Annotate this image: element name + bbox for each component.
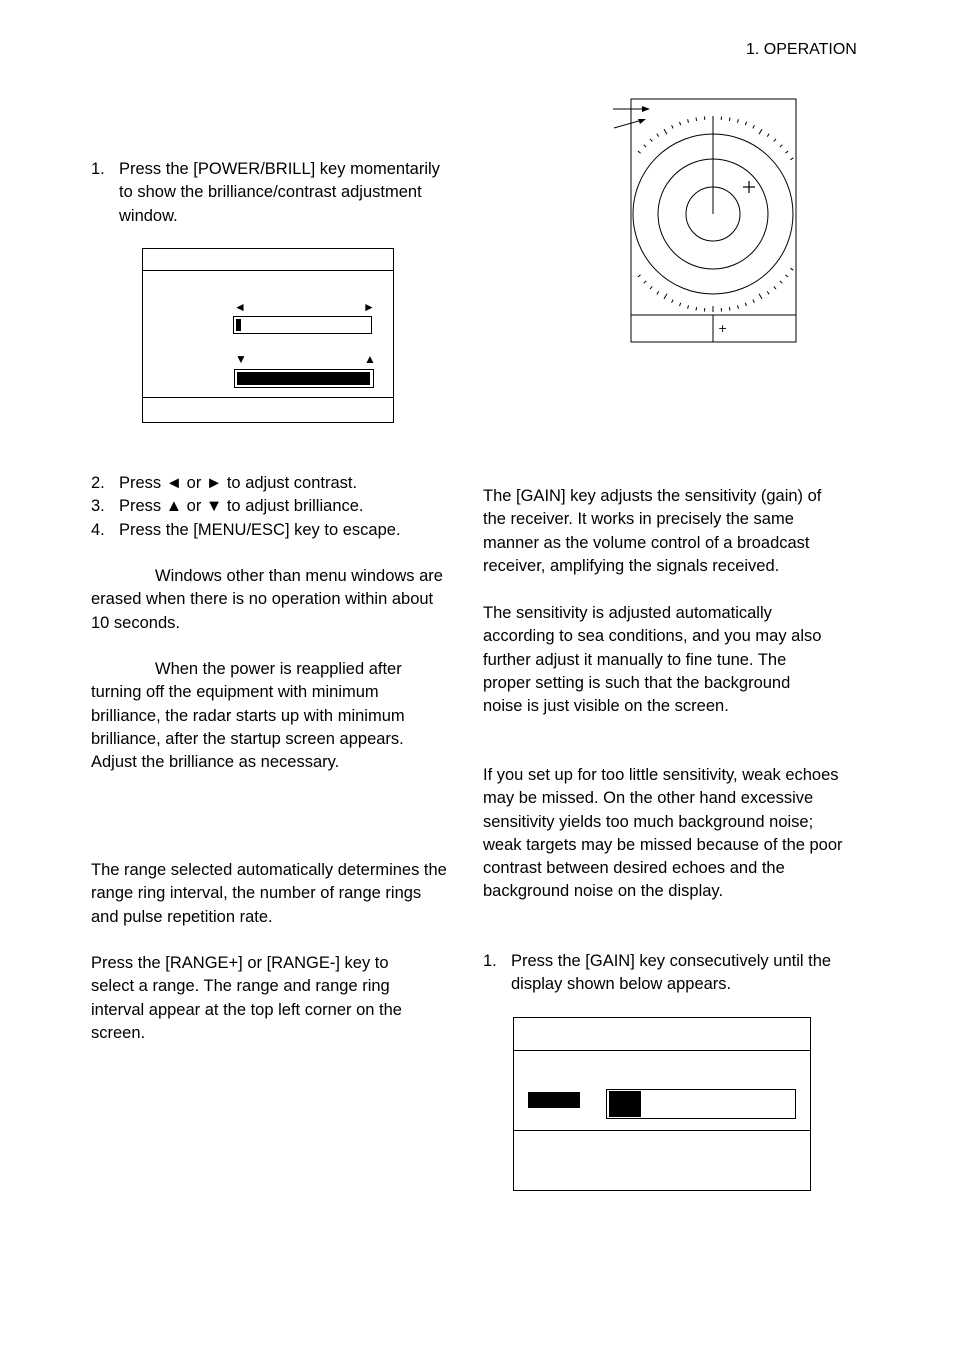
bearing-tick [790,158,793,160]
brilliance-step-2 [91,472,451,495]
gain-bar-fill [609,1091,641,1117]
brilliance-step-3 [91,495,451,518]
step-text: Press ▲ or ▼ to adjust brilliance. [119,497,364,516]
step-number: 1. [91,160,105,178]
bearing-tick [657,134,659,137]
bearing-tick [759,294,762,299]
bearing-tick [644,281,647,284]
bearing-scale [638,116,793,312]
cursor-cross-icon [743,181,755,193]
section-header: 1. OPERATION [746,41,857,58]
brilliance-step-4 [91,519,451,542]
note-text: When the power is reapplied after turning off the equipment with minimum brilliance, the radar starts up with minimum brilliance, after the startup screen appears. Adjust the brilliance as necessary. [91,660,405,772]
step-text: Press the [POWER/BRILL] key momentarily to show the brilliance/contrast adjustment window. [119,160,440,225]
contrast-bar-fill [236,319,241,331]
bearing-tick [745,303,746,306]
bearing-tick [638,151,641,153]
step-text: Press the [MENU/ESC] key to escape. [119,520,401,539]
bearing-tick [738,305,739,308]
bearing-tick [644,145,647,148]
window-footer-divider [514,1130,810,1131]
bearing-tick [767,291,769,294]
step-text: Press ◄ or ► to adjust contrast. [119,474,358,492]
step-number: 4. [91,520,105,539]
brilliance-up-arrow-icon: ▲ [364,352,376,366]
gain-label-box [528,1092,580,1108]
status-cursor-icon: + [718,322,728,335]
contrast-left-arrow-icon: ◄ [234,300,246,314]
step-number: 2. [91,474,105,492]
bearing-tick [650,286,652,289]
bearing-tick [672,125,674,128]
bearing-tick [657,291,659,294]
note-minimum-brilliance [91,658,443,774]
bearing-tick [774,286,776,289]
bearing-tick [759,129,762,134]
bearing-tick [785,151,788,153]
bearing-tick [688,305,689,308]
bearing-tick [664,129,667,134]
bearing-tick [774,139,776,142]
bearing-tick [729,307,730,310]
bearing-tick [729,118,730,121]
step-number: 3. [91,497,105,516]
window-footer-divider [143,397,393,398]
range-paragraph-2: Press the [RANGE+] or [RANGE-] key to select a range. The range and range ring interval appear at the top left corner on the screen. [91,954,402,1042]
bearing-tick [780,145,783,148]
range-paragraph-1: The range selected automatically determines the range ring interval, the number of range rings and pulse repetition rate. [91,861,447,926]
gain-paragraph-3: If you set up for too little sensitivity, weak echoes may be missed. On the other hand excessive sensitivity yields too much background noise; weak targets may be missed because of the poor contrast between desired echoes and the background noise on the display. [483,766,843,901]
brilliance-contrast-window [142,248,394,423]
bearing-tick [745,122,746,125]
step-text: Press the [GAIN] key consecutively until the display shown below appears. [511,952,832,994]
bearing-tick [680,303,681,306]
contrast-right-arrow-icon: ► [363,300,375,314]
bearing-tick [753,125,755,128]
bearing-tick [767,134,769,137]
gain-step-1 [483,950,833,997]
bearing-tick [672,300,674,303]
bearing-tick [664,294,667,299]
brilliance-bar [234,369,374,388]
brilliance-steps [91,472,451,542]
brilliance-bar-fill [237,372,370,385]
bearing-tick [780,281,783,284]
window-title-divider [514,1050,810,1051]
bearing-tick [688,119,689,122]
bearing-tick [680,122,681,125]
radar-display-figure [608,96,803,348]
gain-paragraph-1: The [GAIN] key adjusts the sensitivity (gain) of the receiver. It works in precisely the same manner as the volume control of a broadcast receiver, amplifying the signals received. [483,487,822,575]
gain-paragraph-2: The sensitivity is adjusted automatically according to sea conditions, and you may also further adjust it manually to fine tune. The proper setting is such that the background noise is just visible on the screen. [483,604,822,716]
bearing-tick [738,119,739,122]
note-text: Windows other than menu windows are erased when there is no operation within about 10 seconds. [91,567,443,632]
bearing-tick [696,118,697,121]
note-window-timeout [91,565,443,635]
bearing-tick [638,275,641,277]
step-number: 1. [483,952,497,970]
gain-bar [606,1089,796,1119]
bearing-tick [753,300,755,303]
bearing-tick [696,307,697,310]
bearing-tick [650,139,652,142]
contrast-bar [233,316,372,334]
gain-adjustment-window [513,1017,811,1191]
bearing-tick [790,268,793,270]
brilliance-down-arrow-icon: ▼ [235,352,247,366]
bearing-tick [785,275,788,277]
brilliance-step-1 [91,158,451,228]
window-title-divider [143,270,393,271]
